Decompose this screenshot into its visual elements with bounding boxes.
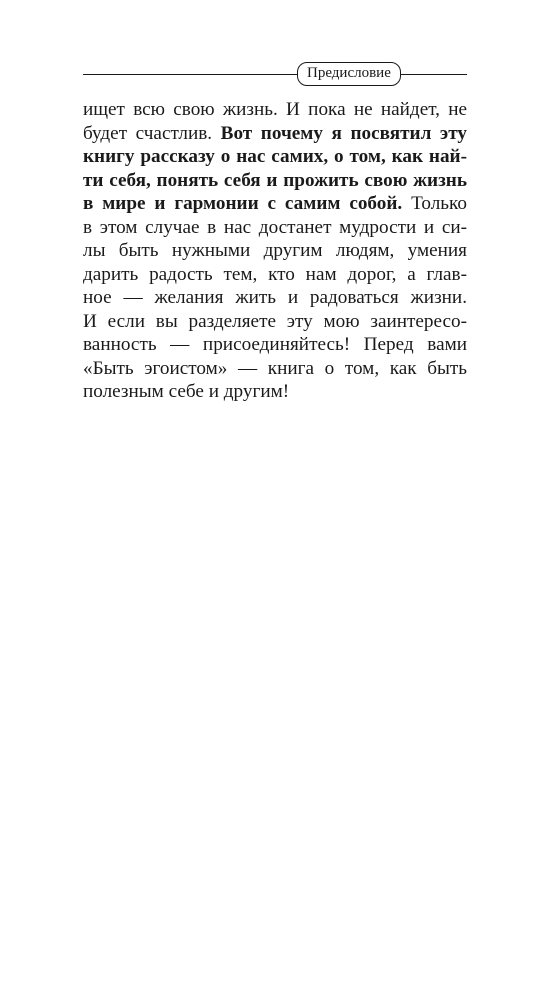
text-run: будет счастлив. <box>83 122 221 144</box>
text-line <box>83 169 467 193</box>
bold-text-run: ти себя, понять себя и прожить свою жизнь <box>83 169 467 191</box>
bold-text-run: Вот почему я посвятил эту <box>220 122 467 144</box>
text-run: ное — желания жить и радоваться жизни. <box>83 287 467 308</box>
text-line <box>83 357 467 381</box>
body-paragraph <box>83 98 467 404</box>
text-run: дарить радость тем, кто нам дорог, а глав- <box>83 263 467 285</box>
text-line <box>83 333 467 357</box>
text-run: полезным себе и другим! <box>83 381 290 402</box>
text-run: И если вы разделяете эту мою заинтересо- <box>83 310 467 332</box>
text-run: ванность — присоединяйтесь! Перед вами <box>83 334 467 355</box>
running-head <box>83 62 467 86</box>
text-run: «Быть эгоистом» — книга о том, как быть <box>83 357 467 379</box>
text-line <box>83 263 467 287</box>
text-run: в этом случае в нас достанет мудрости и си- <box>83 216 467 238</box>
text-line <box>83 239 467 263</box>
section-title-badge: Предисловие <box>297 62 401 86</box>
bold-text-run: в мире и гармонии с самим собой. <box>83 193 403 214</box>
text-line <box>83 98 467 122</box>
text-line <box>83 310 467 334</box>
text-run: Только <box>402 193 467 214</box>
text-line <box>83 145 467 169</box>
text-line <box>83 122 467 146</box>
text-run: ищет всю свою жизнь. И пока не найдет, не <box>83 99 467 120</box>
text-line <box>83 216 467 240</box>
text-run: лы быть нужными другим людям, умения <box>83 240 467 261</box>
text-line <box>83 192 467 216</box>
text-line <box>83 286 467 310</box>
text-line <box>83 380 467 404</box>
running-head-rule <box>83 74 467 75</box>
bold-text-run: книгу рассказу о нас самих, о том, как най- <box>83 146 467 167</box>
